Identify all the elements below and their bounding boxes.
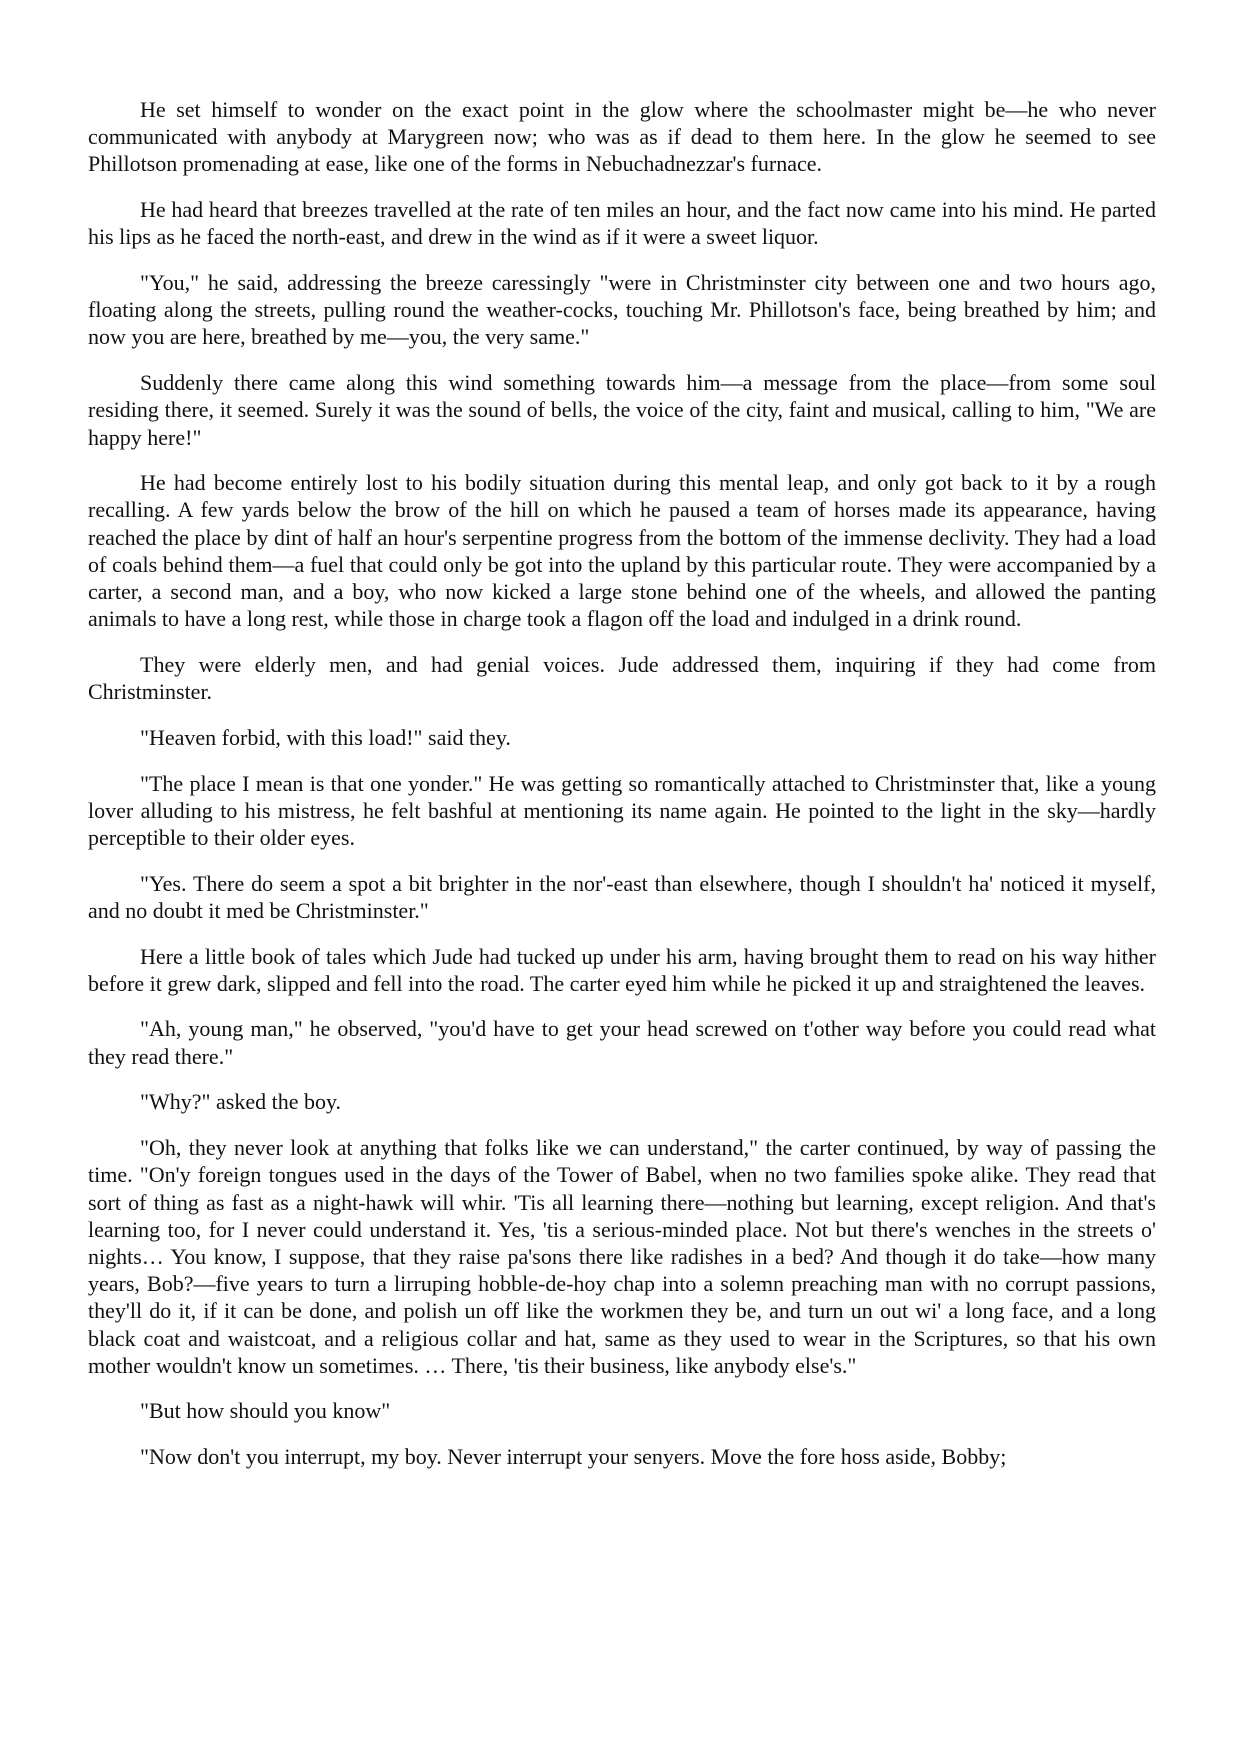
paragraph-spot-brighter: "Yes. There do seem a spot a bit brighter in the nor'-east than elsewhere, though I shouldn't ha' noticed it myself, and no doubt it med be Christminster." [88, 870, 1156, 923]
paragraph-young-man: "Ah, young man," he observed, "you'd have to get your head screwed on t'other way before you could read what they read there." [88, 1016, 1156, 1069]
paragraph-breezes: He had heard that breezes travelled at the rate of ten miles an hour, and the fact now came into his mind. He parted his lips as he faced the north-east, and drew in the wind as if it were a sweet liquor. [88, 197, 1156, 250]
paragraph-how-should-you-know: "But how should you know" [140, 1398, 391, 1424]
paragraph-book-of-tales: Here a little book of tales which Jude had tucked up under his arm, having brought them to read on his way hither before it grew dark, slipped and fell into the road. The carter eyed him while he picked it up and straightened the leaves. [88, 943, 1156, 996]
paragraph-bells: Suddenly there came along this wind something towards him—a message from the place—from some soul residing there, it seemed. Surely it was the sound of bells, the voice of the city, faint and musical, calling to him, "We are happy here!" [88, 370, 1156, 450]
paragraph-place-yonder: "The place I mean is that one yonder." He was getting so romantically attached to Christminster that, like a young lover alluding to his mistress, he felt bashful at mentioning its name again. He pointed to the light in the sky—hardly perceptible to their older eyes. [88, 770, 1156, 850]
paragraph-why: "Why?" asked the boy. [140, 1089, 342, 1115]
paragraph-glow: He set himself to wonder on the exact point in the glow where the schoolmaster might be—he who never communicated with anybody at Marygreen now; who was as if dead to them here. In the glow he seemed to see Phillotson promenading at ease, like one of the forms in Nebuchadnezzar's furnace. [88, 97, 1156, 177]
paragraph-team-of-horses: He had become entirely lost to his bodily situation during this mental leap, and only got back to it by a rough recalling. A few yards below the brow of the hill on which he paused a team of horses made its appearance, having reached the place by dint of half an hour's serpentine progress from the bottom of the immense declivity. They had a load of coals behind them—a fuel that could only be got into the upland by this particular route. They were accompanied by a carter, a second man, and a boy, who now kicked a large stone behind one of the wheels, and allowed the panting animals to have a long rest, while those in charge took a flagon off the load and indulged in a drink round. [88, 470, 1156, 632]
document-page [88, 96, 1156, 1489]
paragraph-dont-interrupt: "Now don't you interrupt, my boy. Never interrupt your senyers. Move the fore hoss aside, Bobby; [140, 1444, 1007, 1470]
paragraph-heaven-forbid: "Heaven forbid, with this load!" said they. [140, 724, 511, 750]
paragraph-elderly-men: They were elderly men, and had genial voices. Jude addressed them, inquiring if they had come from Christminster. [88, 651, 1156, 705]
paragraph-carter-speech: "Oh, they never look at anything that folks like we can understand," the carter continued, by way of passing the time. "On'y foreign tongues used in the days of the Tower of Babel, when no two families spoke alike. They read that sort of thing as fast as a night-hawk will whir. 'Tis all learning there—nothing but learning, except religion. And that's learning too, for I never could understand it. Yes, 'tis a serious-minded place. Not but there's wenches in the streets o' nights… You know, I suppose, that they raise pa'sons there like radishes in a bed? And though it do take—how many years, Bob?—five years to turn a lirruping hobble-de-hoy chap into a solemn preaching man with no corrupt passions, they'll do it, if it can be done, and polish un off like the workmen they be, and turn un out wi' a long face, and a long black coat and waistcoat, and a religious collar and hat, same as they used to wear in the Scriptures, so that his own mother wouldn't know un sometimes. … There, 'tis their business, like anybody else's." [88, 1135, 1156, 1378]
paragraph-address-breeze: "You," he said, addressing the breeze caressingly "were in Christminster city between one and two hours ago, floating along the streets, pulling round the weather-cocks, touching Mr. Phillotson's face, being breathed by him; and now you are here, breathed by me—you, the very same." [88, 270, 1156, 350]
